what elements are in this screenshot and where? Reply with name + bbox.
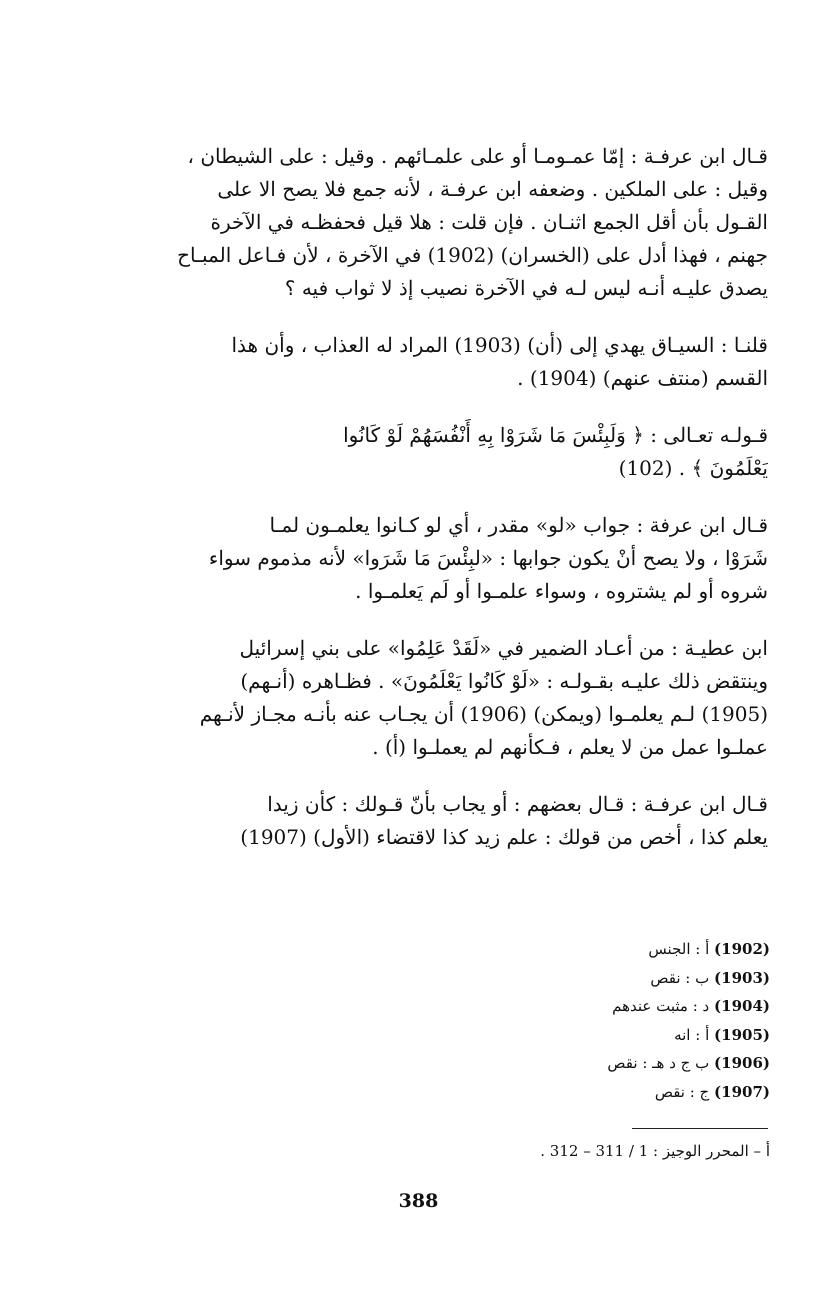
source-citation: أ – المحرر الوجيز : 1 / 311 – 312 . bbox=[540, 1142, 770, 1160]
footnote bbox=[480, 1049, 770, 1078]
paragraph-1 bbox=[100, 140, 768, 305]
footnote-text: ج : نقص bbox=[654, 1082, 710, 1101]
paragraph-6 bbox=[100, 788, 768, 854]
text-line: قـولـه تعـالى : ﴿ وَلَبِئْسَ مَا شَرَوْا بِهِ أَنْفُسَهُمْ لَوْ كَانُوا bbox=[343, 423, 768, 447]
footnote-number: (1906) bbox=[714, 1054, 770, 1072]
footnote-number: (1903) bbox=[714, 968, 770, 987]
text-line: شَرَوْا ، ولا يصح أنْ يكون جوابها : «لبِئْسَ مَا شَرَوا» لأنه مذموم سواء bbox=[208, 546, 768, 570]
text-line: شروه أو لم يشتروه ، وسواء علمـوا أو لَم يَعلمـوا . bbox=[355, 579, 768, 603]
text-line: وقيل : على الملكين . وضعفه ابن عرفـة ، لأنه جمع فلا يصح الا على bbox=[217, 177, 768, 201]
text-line: يعلم كذا ، أخص من قولك : علم زيد كذا لاقتضاء (الأول) (1907) bbox=[240, 825, 768, 849]
text-line: قـال ابن عرفـة : إمّا عمـومـا أو على علمـائهم . وقيل : على الشيطان ، bbox=[187, 144, 768, 168]
text-line: يَعْلَمُونَ ﴾ . (102) bbox=[618, 456, 768, 480]
footnote-number: (1905) bbox=[714, 1025, 770, 1044]
text-line: قلنـا : السيـاق يهدي إلى (أن) (1903) المراد له العذاب ، وأن هذا bbox=[231, 333, 768, 357]
footnote bbox=[480, 992, 770, 1021]
footnote-text: أ : انه bbox=[674, 1025, 710, 1044]
text-line: عملـوا عمل من لا يعلم ، فـكأنهم لم يعملـوا (أ) . bbox=[372, 735, 768, 759]
footnote bbox=[480, 935, 770, 964]
text-line: القسم (منتف عنهم) (1904) . bbox=[517, 366, 768, 390]
text-line: وينتقض ذلك عليـه بقـولـه : «لَوْ كَانُوا يَعْلَمُونَ» . فظـاهره (أنـهم) bbox=[240, 669, 768, 693]
text-line: ابن عطيـة : من أعـاد الضمير في «لَقَدْ عَلِمُوا» على بني إسرائيل bbox=[239, 636, 768, 660]
paragraph-4 bbox=[100, 509, 768, 608]
footnote bbox=[480, 964, 770, 993]
text-line: القـول بأن أقل الجمع اثنـان . فإن قلت : هلا قيل فحفظـه في الآخرة bbox=[210, 210, 768, 234]
text-line: قـال ابن عرفـة : قـال بعضهم : أو يجاب بأنّ قـولك : كأن زيدا bbox=[267, 792, 768, 816]
text-line: جهنم ، فهذا أدل على (الخسران) (1902) في الآخرة ، لأن فـاعل المبـاح bbox=[177, 243, 768, 267]
footnote-number: (1904) bbox=[714, 997, 770, 1015]
footnote-text: ب ج د هـ : نقص bbox=[607, 1054, 710, 1072]
footnote-text: ب : نقص bbox=[650, 968, 710, 987]
footnote bbox=[480, 1021, 770, 1050]
footnote-number: (1907) bbox=[714, 1082, 770, 1101]
text-line: يصدق عليـه أنـه ليس لـه في الآخرة نصيب إذ لا ثواب فيه ؟ bbox=[284, 276, 768, 300]
text-line: قـال ابن عرفة : جواب «لو» مقدر ، أي لو كـانوا يعلمـون لمـا bbox=[269, 513, 768, 537]
paragraph-2 bbox=[100, 329, 768, 395]
footnote-text: د : مثبت عندهم bbox=[612, 997, 710, 1015]
footnote-divider bbox=[632, 1128, 768, 1129]
footnote-text: أ : الجنس bbox=[648, 940, 710, 958]
footnote bbox=[480, 1078, 770, 1107]
footnotes bbox=[480, 935, 770, 1106]
footnote-number: (1902) bbox=[714, 940, 770, 958]
paragraph-5 bbox=[100, 632, 768, 764]
page-number: 388 bbox=[398, 1190, 439, 1212]
text-line: (1905) لـم يعلمـوا (ويمكن) (1906) أن يجـاب عنه بأنـه مجـاز لأنـهم bbox=[199, 702, 768, 726]
paragraph-3-quran-verse bbox=[100, 419, 768, 485]
main-text bbox=[100, 140, 768, 878]
